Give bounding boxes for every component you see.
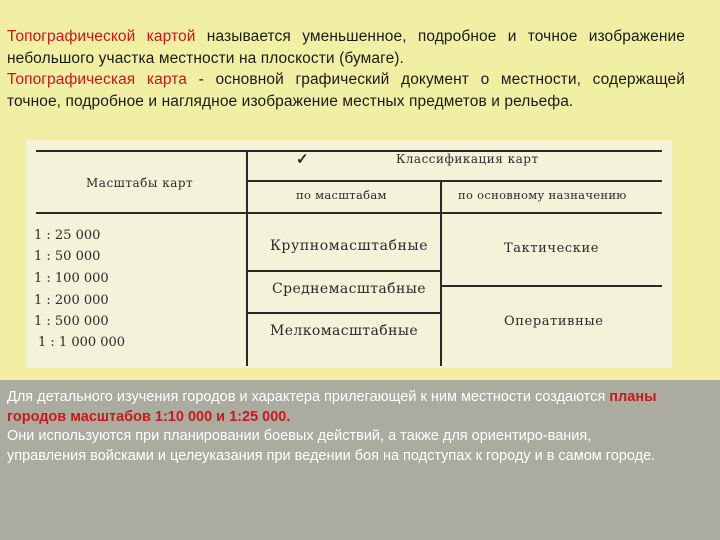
scale-row-rule-1 xyxy=(246,270,442,272)
class-small-scale: Мелкомасштабные xyxy=(270,323,419,339)
class-large-scale: Крупномасштабные xyxy=(270,238,429,254)
term-topographic-map-instr: Топографической картой xyxy=(7,28,196,45)
purpose-text: - основной графический документ о местности, содержащей точное, подробное и наглядное изображение местных предметов и рельефа. xyxy=(7,71,685,110)
header-divider-rule xyxy=(246,180,662,182)
note-text xyxy=(7,388,667,466)
classification-table xyxy=(26,140,672,368)
checkmark: ✓ xyxy=(296,150,309,168)
header-scales: Масштабы карт xyxy=(86,176,194,190)
note-paragraph-1 xyxy=(7,388,667,427)
class-operational: Оперативные xyxy=(504,314,604,329)
subheader-by-purpose: по основному назначению xyxy=(458,188,627,202)
scale-value: 1 : 500 000 xyxy=(34,314,109,329)
note-highlight: планы городов масштабов 1:10 000 и 1:25 000. xyxy=(7,389,657,425)
header-classification: Классификация карт xyxy=(396,152,539,166)
term-topographic-map: Топографическая карта xyxy=(7,71,187,88)
definition-paragraph xyxy=(7,26,685,69)
class-tactical: Тактические xyxy=(504,241,600,256)
definition-text: называется уменьшенное, подробное и точное изображение небольшого участка местности на плоскости (бумаге). xyxy=(7,28,685,67)
scale-value: 1 : 1 000 000 xyxy=(38,335,126,350)
table-top-rule xyxy=(36,150,662,152)
column-divider-left xyxy=(246,150,248,366)
note-line-1: Для детального изучения городов и характера прилегающей к ним местности создаются xyxy=(7,389,610,405)
intro-text xyxy=(7,26,685,112)
column-divider-right xyxy=(440,180,442,366)
note-paragraph-2: Они используются при планировании боевых действий, а также для ориентиро-вания, управления войсками и целеуказания при ведении боя на подступах к городу и в самом городе. xyxy=(7,428,656,464)
subheader-by-scale: по масштабам xyxy=(296,188,387,202)
class-medium-scale: Среднемасштабные xyxy=(272,281,426,297)
header-bottom-rule xyxy=(36,212,662,214)
purpose-row-rule xyxy=(440,285,662,287)
purpose-paragraph xyxy=(7,69,685,112)
scale-row-rule-2 xyxy=(246,312,442,314)
scale-value: 1 : 100 000 xyxy=(34,271,109,286)
scale-value: 1 : 25 000 xyxy=(34,228,101,243)
scale-value: 1 : 50 000 xyxy=(34,249,101,264)
city-plans-note xyxy=(0,380,720,540)
scale-value: 1 : 200 000 xyxy=(34,293,109,308)
